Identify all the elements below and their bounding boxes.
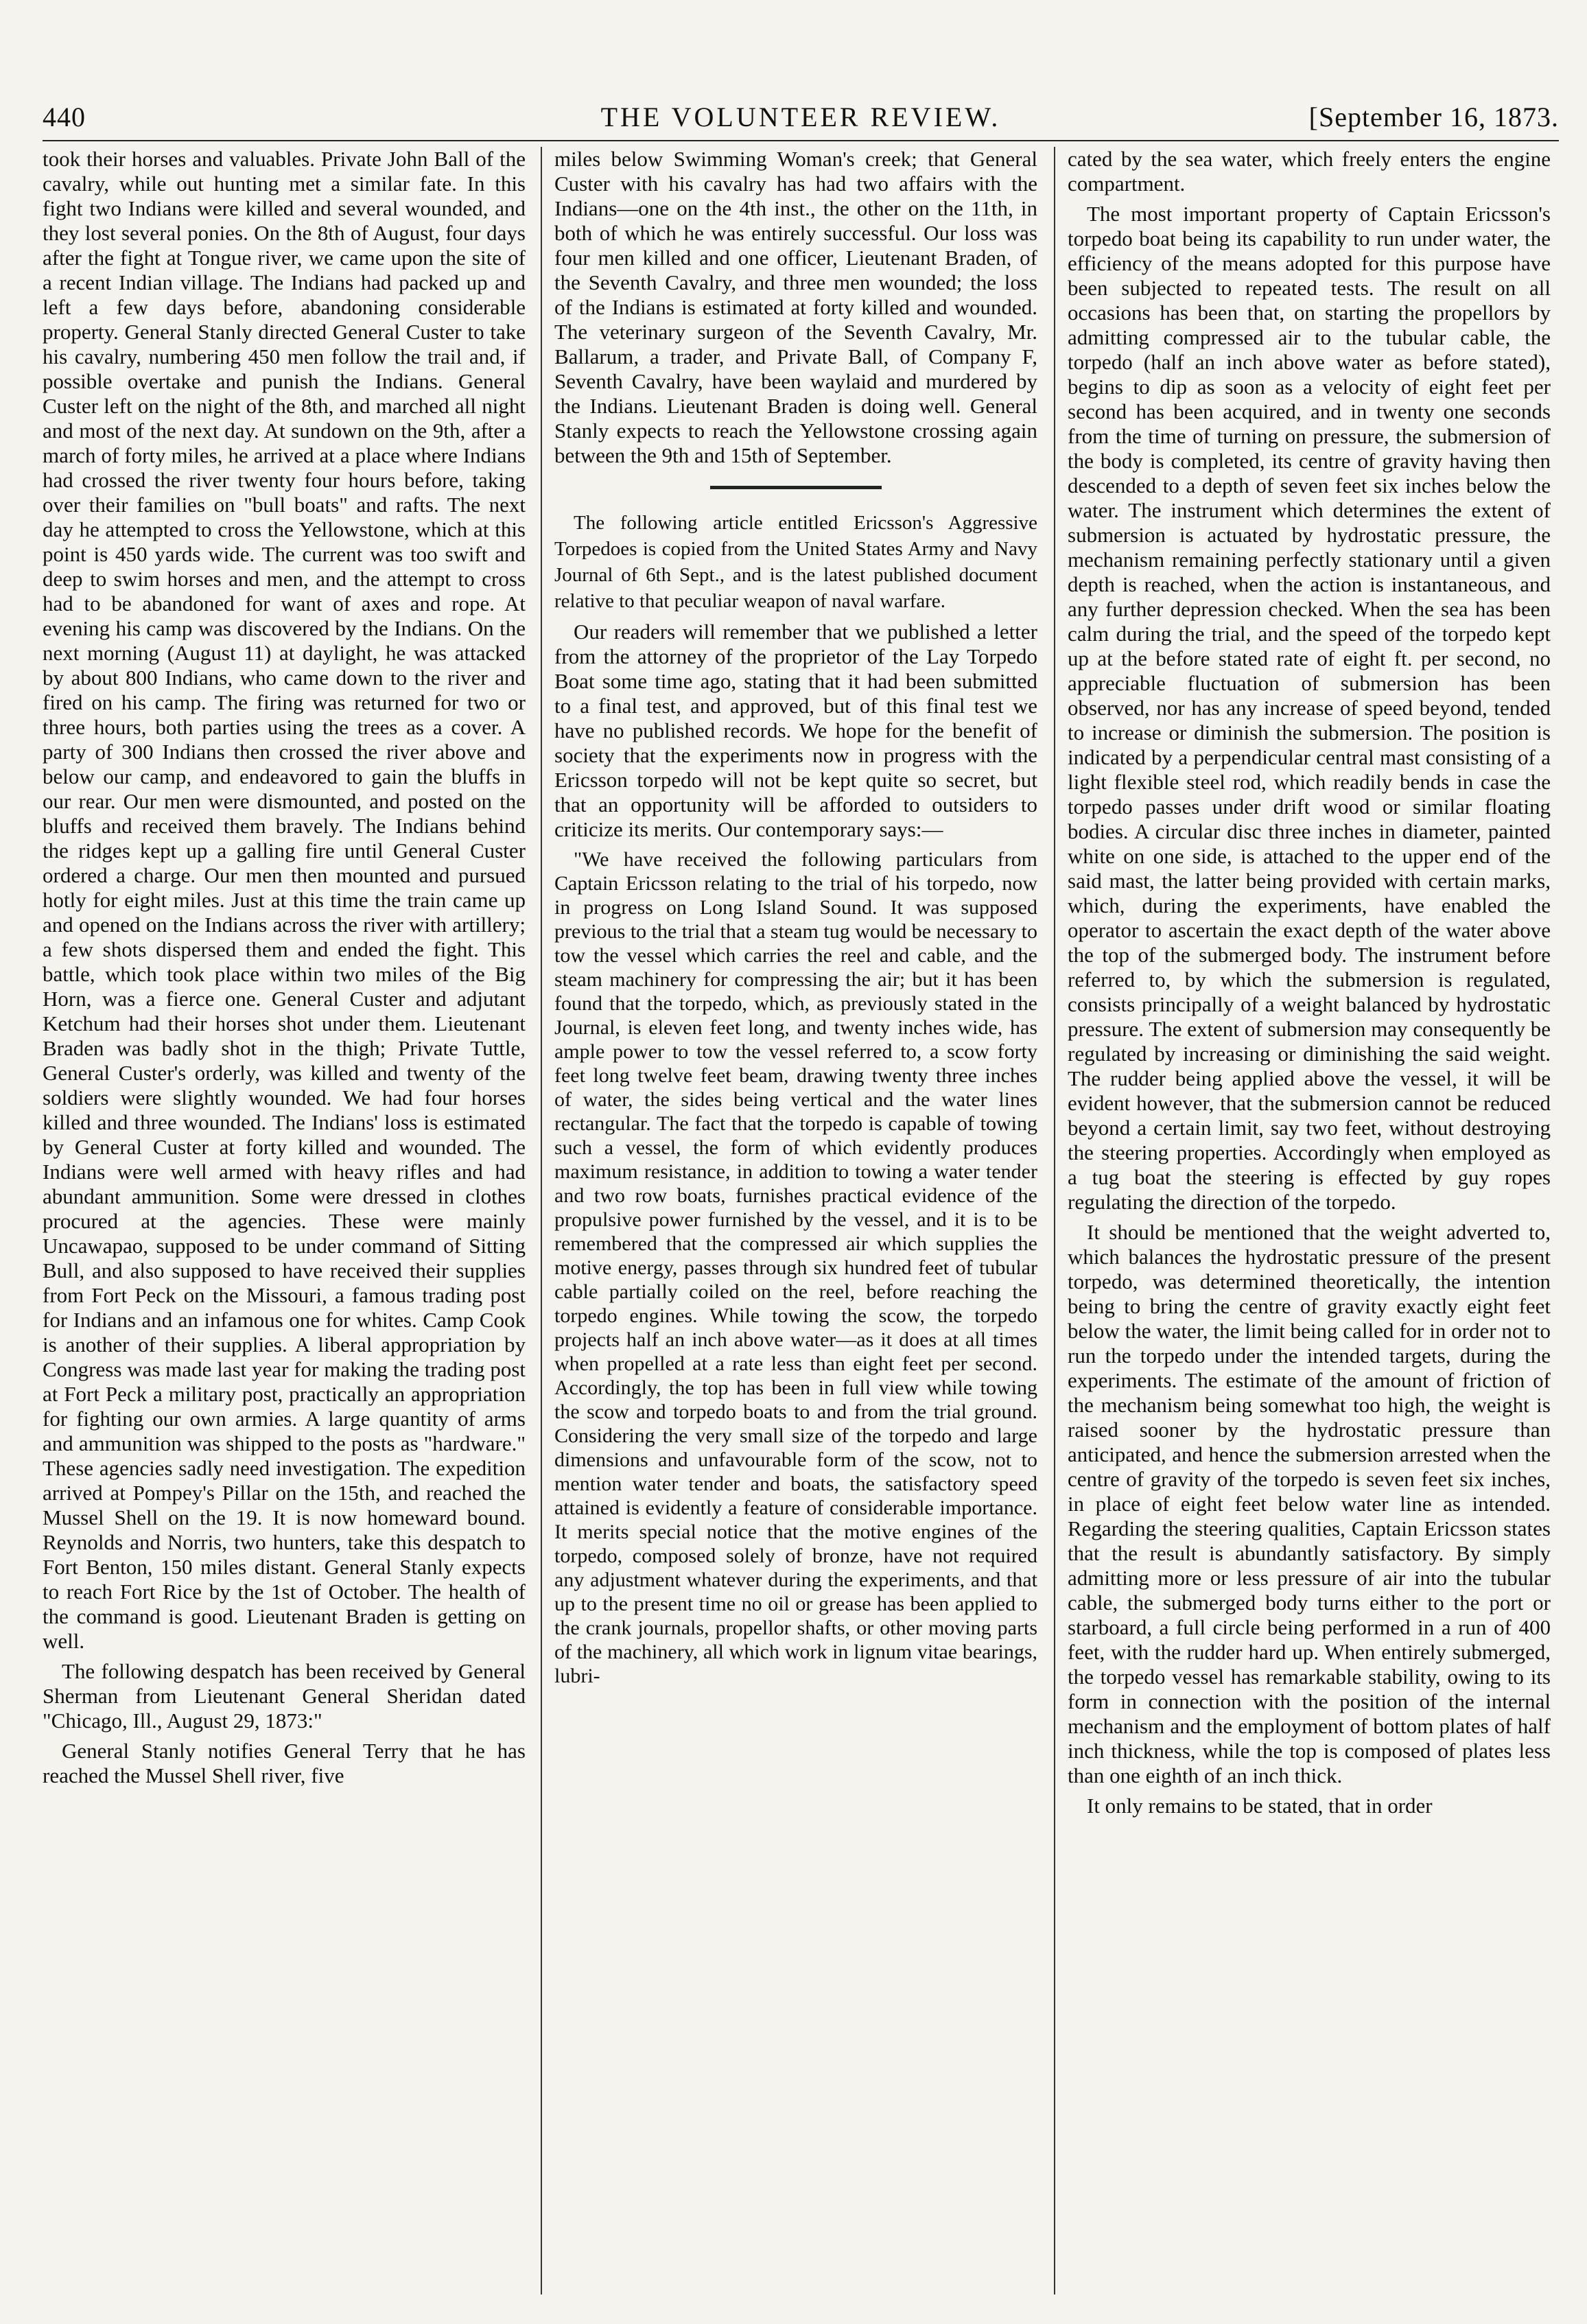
page-number: 440	[43, 102, 86, 132]
column-divider-1	[541, 147, 542, 2294]
page-header	[43, 93, 1559, 141]
col3-paragraph-2: The most important property of Captain Ericsson's torpedo boat being its capability to run under water, the efficiency of the means adopted for this purpose have been subjected to repeated tests. The result on all occasions has been that, on starting the propellors by admitting compressed air to the tubular cable, the torpedo (half an inch above water as before stated), begins to dip as soon as a velocity of eight feet per second has been acquired, and in twenty one seconds from the time of turning on pressure, the submersion of the body is completed, its centre of gravity having then descended to a depth of seven feet six inches below the water. The instrument which determines the extent of submersion is actuated by hydrostatic pressure, the mechanism remaining perfectly stationary until a given depth is reached, when the action is instantaneous, and any further depression checked. When the sea has been calm during the trial, and the speed of the torpedo kept up at the before stated rate of eight ft. per second, no appreciable fluctuation of submersion has been observed, nor has any increase of speed beyond, tended to increase or diminish the submersion. The position is indicated by a perpendicular central mast consisting of a light flexible steel rod, which readily bends in case the torpedo passes under drift wood or similar floating bodies. A circular disc three inches in diameter, painted white on one side, is attached to the upper end of the said mast, the latter being provided with certain marks, which, during the experiments, have enabled the operator to ascertain the exact depth of the water above the top of the submerged body. The instrument before referred to, by which the submersion is regulated, consists principally of a weight balanced by hydrostatic pressure. The extent of submersion may consequently be regulated by increasing or diminishing the said weight. The rudder being applied above the vessel, it will be evident however, that the submersion cannot be reduced beyond a certain limit, say two feet, without destroying the steering properties. Accordingly when employed as a tug boat the steering is effected by guy ropes regulating the direction of the torpedo.	[1068, 202, 1551, 1214]
publication-title: THE VOLUNTEER REVIEW.	[600, 102, 1001, 132]
column-3	[1068, 147, 1551, 2294]
col1-paragraph-2: The following despatch has been received by General Sherman from Lieutenant General Sheridan dated "Chicago, Ill., August 29, 1873:"	[43, 1659, 526, 1733]
column-divider-2	[1054, 147, 1055, 2294]
col1-paragraph-1: took their horses and valuables. Private John Ball of the cavalry, while out hunting met a similar fate. In this fight two Indians were killed and several wounded, and they lost several ponies. On the 8th of August, four days after the fight at Tongue river, we came upon the site of a recent Indian village. The Indians had packed up and left a few days before, abandoning considerable property. General Stanly directed General Custer to take his cavalry, numbering 450 men follow the trail and, if possible overtake and punish the Indians. General Custer left on the night of the 8th, and marched all night and most of the next day. At sundown on the 9th, after a march of forty miles, he arrived at a place where Indians had crossed the river twenty four hours before, taking over their families on "bull boats" and rafts. The next day he attempted to cross the Yellowstone, which at this point is 450 yards wide. The current was too swift and deep to swim horses and men, and the attempt to cross had to be abandoned for want of axes and rope. At evening his camp was discovered by the Indians. On the next morning (August 11) at daylight, he was attacked by about 800 Indians, who came down to the river and fired on his camp. The firing was returned for two or three hours, both parties using the trees as a cover. A party of 300 Indians then crossed the river above and below our camp, and endeavored to gain the bluffs in our rear. Our men were dismounted, and posted on the bluffs and received them bravely. The Indians behind the ridges kept up a galling fire until General Custer ordered a charge. Our men then mounted and pursued hotly for eight miles. Just at this time the train came up and opened on the Indians across the river with artillery; a few shots dispersed them and ended the fight. This battle, which took place within two miles of the Big Horn, was a fierce one. General Custer and adjutant Ketchum had their horses shot under them. Lieutenant Braden was badly shot in the thigh; Private Tuttle, General Custer's orderly, was killed and twenty of the soldiers were slightly wounded. We had four horses killed and three wounded. The Indians' loss is estimated by General Custer at forty killed and wounded. The Indians were well armed with heavy rifles and had abundant ammunition. Some were dressed in clothes procured at the agencies. These were mainly Uncawapao, supposed to be under command of Sitting Bull, and also supposed to have received their supplies from Fort Peck on the Missouri, a famous trading post for Indians and an infamous one for whites. Camp Cook is another of their supplies. A liberal appropriation by Congress was made last year for making the trading post at Fort Peck a military post, practically an appropriation for fighting our own armies. A large quantity of arms and ammunition was shipped to the posts as "hardware." These agencies sadly need investigation. The expedition arrived at Pompey's Pillar on the 15th, and reached the Mussel Shell on the 19. It is now homeward bound. Reynolds and Norris, two hunters, take this despatch to Fort Benton, 150 miles distant. General Stanly expects to reach Fort Rice by the 1st of October. The health of the command is good. Lieutenant Braden is getting on well.	[43, 147, 526, 1653]
col2-paragraph-2: Our readers will remember that we published a letter from the attorney of the proprietor of the Lay Torpedo Boat some time ago, stating that it had been submitted to a final test, and approved, but of this final test we have no published records. We hope for the benefit of society that the experiments now in progress with the Ericsson torpedo will not be kept quite so secret, but that an opportunity will be afforded to outsiders to criticize its merits. Our contemporary says:—	[554, 620, 1037, 841]
header-rule	[43, 140, 1559, 141]
col2-paragraph-1: miles below Swimming Woman's creek; that General Custer with his cavalry has had two affairs with the Indians—one on the 4th inst., the other on the 11th, in both of which he was entirely successful. Our loss was four men killed and one officer, Lieutenant Braden, of the Seventh Cavalry, and three men wounded; the loss of the Indians is estimated at forty killed and wounded. The veterinary surgeon of the Seventh Cavalry, Mr. Ballarum, a trader, and Private Ball, of Company F, Seventh Cavalry, have been waylaid and murdered by the Indians. Lieutenant Braden is doing well. General Stanly expects to reach the Yellowstone crossing again between the 9th and 15th of September.	[554, 147, 1037, 467]
col3-paragraph-3: It should be mentioned that the weight adverted to, which balances the hydrostatic pressure of the present torpedo, was determined theoretically, the intention being to bring the centre of gravity exactly eight feet below the water, the limit being called for in order not to run the torpedo under the intended targets, during the experiments. The estimate of the amount of friction of the mechanism being somewhat too high, the weight is raised sooner by the hydrostatic pressure than anticipated, and hence the submersion arrested when the centre of gravity of the torpedo is seven feet six inches, in place of eight feet below water line as intended. Regarding the steering qualities, Captain Ericsson states that the result is abundantly satisfactory. By simply admitting more or less pressure of air into the tubular cable, the submerged body turns either to the port or starboard, a full circle being performed in a run of 400 feet, with the rudder hard up. When entirely submerged, the torpedo vessel has remarkable stability, owing to its form in connection with the position of the internal mechanism and the employment of bottom plates of half inch thickness, while the top is composed of plates less than one eighth of an inch thick.	[1068, 1220, 1551, 1787]
issue-date: [September 16, 1873.	[1308, 102, 1559, 132]
quoted-article: "We have received the following particulars from Captain Ericsson relating to the trial of his torpedo, now in progress on Long Island Sound. It was supposed previous to the trial that a steam tug would be necessary to tow the vessel which carries the reel and cable, and the steam machinery for compressing the air; but it has been found that the torpedo, which, as previously stated in the Journal, is eleven feet long, and twenty inches wide, has ample power to tow the vessel referred to, a scow forty feet long twelve feet beam, drawing twenty three inches of water, the sides being vertical and the water lines rectangular. The fact that the torpedo is capable of towing such a vessel, the form of which evidently produces maximum resistance, in addition to towing a water tender and two row boats, furnishes practical evidence of the propulsive power furnished by the vessel, and it is to be remembered that the compressed air which supplies the motive energy, passes through six hundred feet of tubular cable partially coiled on the reel, before reaching the torpedo engines. While towing the scow, the torpedo projects half an inch above water—as it does at all times when propelled at a rate less than eight feet per second. Accordingly, the top has been in full view while towing the scow and torpedo boats to and from the trial ground. Considering the very small size of the torpedo and large dimensions and unfavourable form of the scow, not to mention water tender and boats, the satisfactory speed attained is evidently a feature of considerable importance. It merits special notice that the motive engines of the torpedo, composed solely of bronze, have not required any adjustment whatever during the experiments, and that up to the present time no oil or grease has been applied to the crank journals, propellor shafts, or other moving parts of the machinery, all which work in lignum vitae bearings, lubri-	[554, 848, 1037, 1687]
column-1	[43, 147, 526, 2294]
col3-paragraph-1: cated by the sea water, which freely enters the engine compartment.	[1068, 147, 1551, 196]
column-2	[554, 147, 1037, 2294]
section-separator	[710, 486, 882, 489]
article-intro: The following article entitled Ericsson's Aggressive Torpedoes is copied from the United States Army and Navy Journal of 6th Sept., and is the latest published document relative to that peculiar weapon of naval warfare.	[554, 512, 1037, 612]
col3-paragraph-4: It only remains to be stated, that in order	[1087, 1794, 1433, 1818]
col1-paragraph-3: General Stanly notifies General Terry that he has reached the Mussel Shell river, five	[43, 1739, 526, 1787]
